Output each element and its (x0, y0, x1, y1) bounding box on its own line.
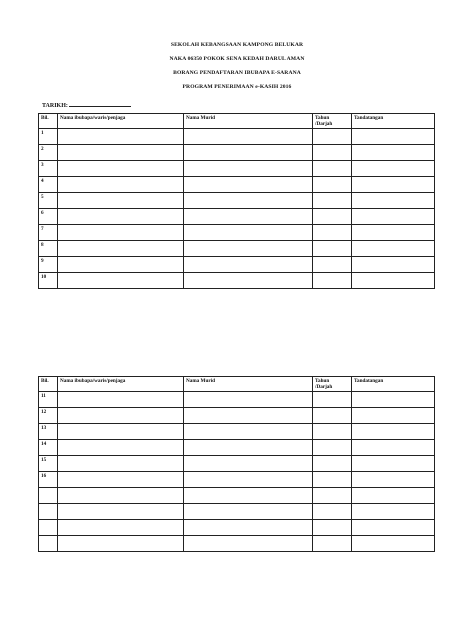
student-name-cell[interactable] (184, 536, 313, 552)
table-header-row (39, 114, 435, 129)
parent-name-cell[interactable] (58, 257, 184, 273)
student-name-cell[interactable] (184, 257, 313, 273)
signature-cell[interactable] (352, 392, 435, 408)
parent-name-cell[interactable] (58, 129, 184, 145)
year-class-cell[interactable] (313, 177, 352, 193)
row-number: 2 (39, 145, 58, 161)
student-name-cell[interactable] (184, 504, 313, 520)
row-number: 15 (39, 456, 58, 472)
signature-cell[interactable] (352, 209, 435, 225)
signature-cell[interactable] (352, 257, 435, 273)
year-class-cell[interactable] (313, 520, 352, 536)
student-name-cell[interactable] (184, 145, 313, 161)
signature-cell[interactable] (352, 241, 435, 257)
table-1-body (39, 129, 435, 289)
col-year-line1: Tahun (315, 378, 330, 384)
signature-cell[interactable] (352, 225, 435, 241)
col-year-line1: Tahun (315, 115, 330, 121)
student-name-cell[interactable] (184, 488, 313, 504)
year-class-cell[interactable] (313, 225, 352, 241)
year-class-cell[interactable] (313, 193, 352, 209)
col-year-class (313, 377, 352, 392)
table-row (39, 456, 435, 472)
row-number: 16 (39, 472, 58, 488)
row-number: 4 (39, 177, 58, 193)
signature-cell[interactable] (352, 177, 435, 193)
signature-cell[interactable] (352, 440, 435, 456)
year-class-cell[interactable] (313, 129, 352, 145)
student-name-cell[interactable] (184, 456, 313, 472)
year-class-cell[interactable] (313, 241, 352, 257)
form-header (0, 38, 474, 94)
row-number (39, 520, 58, 536)
table-row (39, 520, 435, 536)
signature-cell[interactable] (352, 408, 435, 424)
year-class-cell[interactable] (313, 209, 352, 225)
col-signature: Tandatangan (352, 377, 435, 392)
signature-cell[interactable] (352, 129, 435, 145)
signature-cell[interactable] (352, 193, 435, 209)
year-class-cell[interactable] (313, 472, 352, 488)
parent-name-cell[interactable] (58, 440, 184, 456)
signature-cell[interactable] (352, 488, 435, 504)
row-number: 12 (39, 408, 58, 424)
year-class-cell[interactable] (313, 504, 352, 520)
parent-name-cell[interactable] (58, 161, 184, 177)
table-header-row (39, 377, 435, 392)
row-number (39, 488, 58, 504)
year-class-cell[interactable] (313, 257, 352, 273)
row-number: 6 (39, 209, 58, 225)
parent-name-cell[interactable] (58, 177, 184, 193)
row-number: 8 (39, 241, 58, 257)
col-year-class (313, 114, 352, 129)
student-name-cell[interactable] (184, 177, 313, 193)
registration-table-1 (38, 113, 435, 289)
program-title: PROGRAM PENERIMAAN e-KASIH 2016 (182, 84, 292, 90)
student-name-cell[interactable] (184, 193, 313, 209)
table-row (39, 129, 435, 145)
row-number: 3 (39, 161, 58, 177)
row-number: 10 (39, 273, 58, 289)
table-row (39, 273, 435, 289)
row-number: 7 (39, 225, 58, 241)
school-name: SEKOLAH KEBANGSAAN KAMPONG BELUKAR (170, 42, 304, 48)
parent-name-cell[interactable] (58, 225, 184, 241)
signature-cell[interactable] (352, 520, 435, 536)
row-number: 5 (39, 193, 58, 209)
year-class-cell[interactable] (313, 424, 352, 440)
date-underline[interactable] (69, 100, 131, 107)
table-row (39, 177, 435, 193)
registration-table-2 (38, 376, 435, 552)
signature-cell[interactable] (352, 273, 435, 289)
table-2-body (39, 392, 435, 552)
table-row (39, 241, 435, 257)
date-field[interactable] (42, 100, 131, 109)
table-row (39, 392, 435, 408)
col-bil: Bil. (39, 114, 58, 129)
col-student-name: Nama Murid (184, 377, 313, 392)
col-signature: Tandatangan (352, 114, 435, 129)
table-row (39, 424, 435, 440)
parent-name-cell[interactable] (58, 536, 184, 552)
table-row (39, 408, 435, 424)
col-student-name: Nama Murid (184, 114, 313, 129)
table-row (39, 209, 435, 225)
student-name-cell[interactable] (184, 129, 313, 145)
table-row (39, 504, 435, 520)
table-row (39, 161, 435, 177)
year-class-cell[interactable] (313, 392, 352, 408)
signature-cell[interactable] (352, 472, 435, 488)
student-name-cell[interactable] (184, 440, 313, 456)
student-name-cell[interactable] (184, 161, 313, 177)
table-row (39, 440, 435, 456)
row-number: 14 (39, 440, 58, 456)
col-year-line2: /Darjah (315, 121, 333, 127)
row-number: 13 (39, 424, 58, 440)
student-name-cell[interactable] (184, 520, 313, 536)
student-name-cell[interactable] (184, 408, 313, 424)
year-class-cell[interactable] (313, 536, 352, 552)
table-row (39, 225, 435, 241)
student-name-cell[interactable] (184, 472, 313, 488)
parent-name-cell[interactable] (58, 145, 184, 161)
year-class-cell[interactable] (313, 161, 352, 177)
parent-name-cell[interactable] (58, 456, 184, 472)
row-number: 11 (39, 392, 58, 408)
student-name-cell[interactable] (184, 273, 313, 289)
student-name-cell[interactable] (184, 424, 313, 440)
year-class-cell[interactable] (313, 408, 352, 424)
signature-cell[interactable] (352, 504, 435, 520)
col-parent-name: Nama ibubapa/waris/penjaga (58, 114, 184, 129)
table-row (39, 145, 435, 161)
date-label: TARIKH: (42, 103, 68, 109)
student-name-cell[interactable] (184, 225, 313, 241)
parent-name-cell[interactable] (58, 392, 184, 408)
parent-name-cell[interactable] (58, 424, 184, 440)
row-number (39, 504, 58, 520)
signature-cell[interactable] (352, 145, 435, 161)
year-class-cell[interactable] (313, 145, 352, 161)
year-class-cell[interactable] (313, 273, 352, 289)
student-name-cell[interactable] (184, 209, 313, 225)
parent-name-cell[interactable] (58, 520, 184, 536)
row-number: 1 (39, 129, 58, 145)
parent-name-cell[interactable] (58, 241, 184, 257)
table-row (39, 472, 435, 488)
signature-cell[interactable] (352, 424, 435, 440)
year-class-cell[interactable] (313, 456, 352, 472)
signature-cell[interactable] (352, 536, 435, 552)
year-class-cell[interactable] (313, 488, 352, 504)
table-row (39, 257, 435, 273)
table-row (39, 536, 435, 552)
parent-name-cell[interactable] (58, 472, 184, 488)
parent-name-cell[interactable] (58, 504, 184, 520)
col-year-line2: /Darjah (315, 384, 333, 390)
signature-cell[interactable] (352, 456, 435, 472)
row-number: 9 (39, 257, 58, 273)
school-address: NAKA 06350 POKOK SENA KEDAH DARUL AMAN (169, 56, 305, 62)
student-name-cell[interactable] (184, 241, 313, 257)
table-row (39, 488, 435, 504)
row-number (39, 536, 58, 552)
table-row (39, 193, 435, 209)
form-title: BORANG PENDAFTARAN IBUBAPA E-SARANA (173, 70, 301, 76)
parent-name-cell[interactable] (58, 408, 184, 424)
parent-name-cell[interactable] (58, 273, 184, 289)
col-parent-name: Nama ibubapa/waris/penjaga (58, 377, 184, 392)
year-class-cell[interactable] (313, 440, 352, 456)
signature-cell[interactable] (352, 161, 435, 177)
col-bil: Bil. (39, 377, 58, 392)
parent-name-cell[interactable] (58, 488, 184, 504)
parent-name-cell[interactable] (58, 209, 184, 225)
student-name-cell[interactable] (184, 392, 313, 408)
parent-name-cell[interactable] (58, 193, 184, 209)
